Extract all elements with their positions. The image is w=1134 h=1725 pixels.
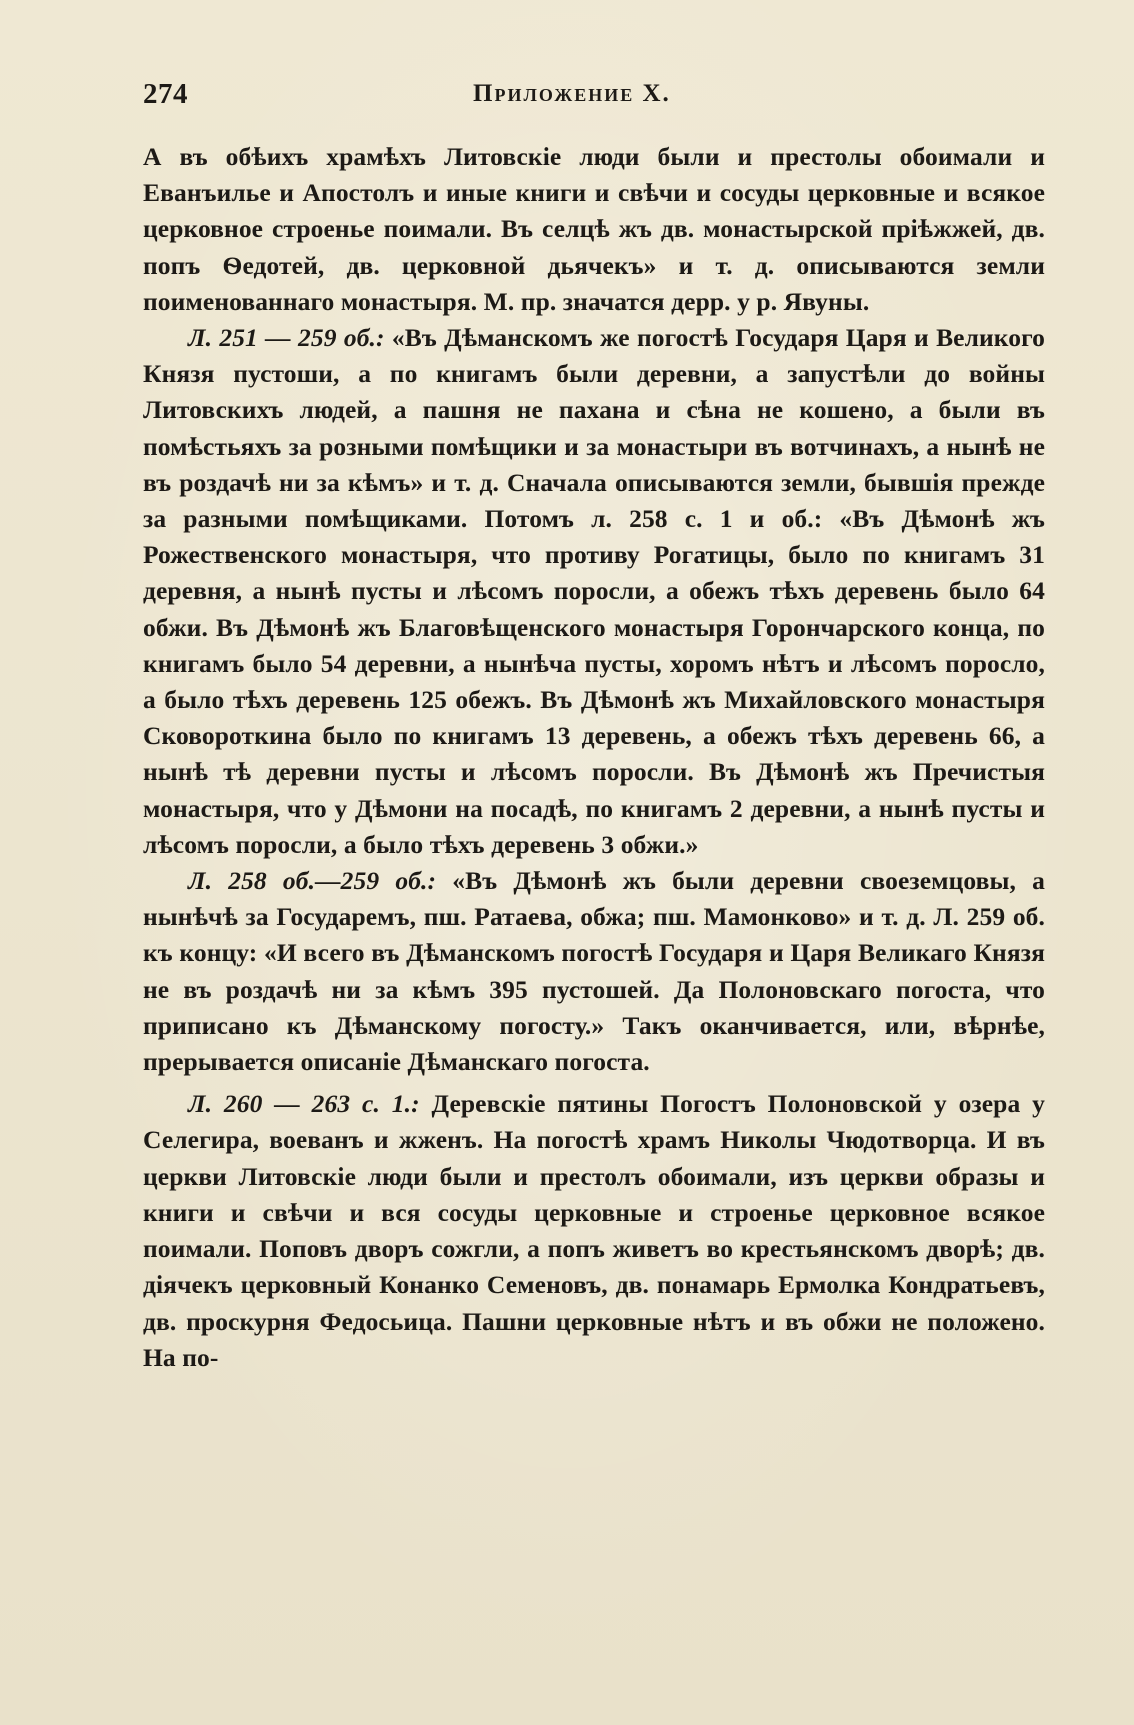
folio-reference: Л. 258 об.—259 об.:	[188, 866, 437, 896]
paragraph-1	[143, 139, 1045, 320]
running-head: Приложение X.	[473, 80, 671, 107]
folio-reference: Л. 251 — 259 об.:	[188, 323, 385, 353]
paragraph-2	[143, 320, 1045, 863]
paragraph-text: А въ обѣихъ храмѣхъ Литовскіе люди были и престолы обоимали и Еванъильe и Апостолъ и иные книги и свѣчи и сосуды церковные и всякое церковное строенье поимали. Въ селцѣ жъ дв. монастырской пріѣжжей, дв. попъ Ѳедотей, дв. церковной дьячекъ» и т. д. описываются земли поименованнаго монастыря. М. пр. значатся дерр. у р. Явуны.	[143, 142, 1045, 316]
body-text	[143, 139, 1045, 1376]
folio-reference: Л. 260 — 263 с. 1.:	[188, 1089, 420, 1119]
paragraph-text: «Въ Дѣманскомъ же погостѣ Государя Царя и Великого Князя пустоши, а по книгамъ были деревни, а запустѣли до войны Литовскихъ людей, а пашня не пахана и сѣна не кошено, а были въ помѣстьяхъ за розными помѣщики и за монастыри въ вотчинахъ, а нынѣ не въ роздачѣ ни за кѣмъ» и т. д. Сначала описываются земли, бывшія прежде за разными помѣщиками. Потомъ л. 258 с. 1 и об.: «Въ Дѣмонѣ жъ Рожественского монастыря, что противу Рогатицы, было по книгамъ 31 деревня, а нынѣ пусты и лѣсомъ поросли, а обежъ тѣхъ деревень было 64 обжи. Въ Дѣмонѣ жъ Благовѣщенского монастыря Горончарского конца, по книгамъ было 54 деревни, а нынѣча пусты, хоромъ нѣтъ и лѣсомъ поросло, а было тѣхъ деревень 125 обежъ. Въ Дѣмонѣ жъ Михайловского монастыря Сковороткина было по книгамъ 13 деревень, а обежъ тѣхъ деревень 66, а нынѣ тѣ деревни пусты и лѣсомъ поросли. Въ Дѣмонѣ жъ Пречистыя монастыря, что у Дѣмони на посадѣ, по книгамъ 2 деревни, а нынѣ пусты и лѣсомъ поросли, а было тѣхъ деревень 3 обжи.»	[143, 323, 1045, 859]
paragraph-text: Деревскіе пятины Погостъ Полоновской у озера у Селегира, воеванъ и жженъ. На погостѣ храмъ Николы Чюдотворца. И въ церкви Литовскіе люди были и престолъ обоимали, изъ церкви образы и книги и свѣчи и вся сосуды церковные и строенье церковное всякое поимали. Поповъ дворъ сожгли, а попъ живетъ во крестьянскомъ дворѣ; дв. діячекъ церковный Конанко Семеновъ, дв. понамарь Ермолка Кондратьевъ, дв. проскурня Федосьица. Пашни церковные нѣтъ и въ обжи не положено. На по-	[143, 1089, 1045, 1372]
paragraph-4	[143, 1086, 1045, 1376]
page-header	[143, 78, 1045, 118]
paragraph-text: «Въ Дѣмонѣ жъ были деревни своеземцовы, а нынѣчѣ за Государемъ, пш. Ратаева, обжа; пш. Мамонково» и т. д. Л. 259 об. къ концу: «И всего въ Дѣманскомъ погостѣ Государя и Царя Великаго Князя не въ роздачѣ ни за кѣмъ 395 пустошей. Да Полоновскаго погоста, что приписано къ Дѣманскому погосту.» Такъ оканчивается, или, вѣрнѣе, прерывается описаніе Дѣманскаго погоста.	[143, 866, 1045, 1077]
page-number: 274	[143, 78, 188, 110]
paragraph-3	[143, 863, 1045, 1080]
